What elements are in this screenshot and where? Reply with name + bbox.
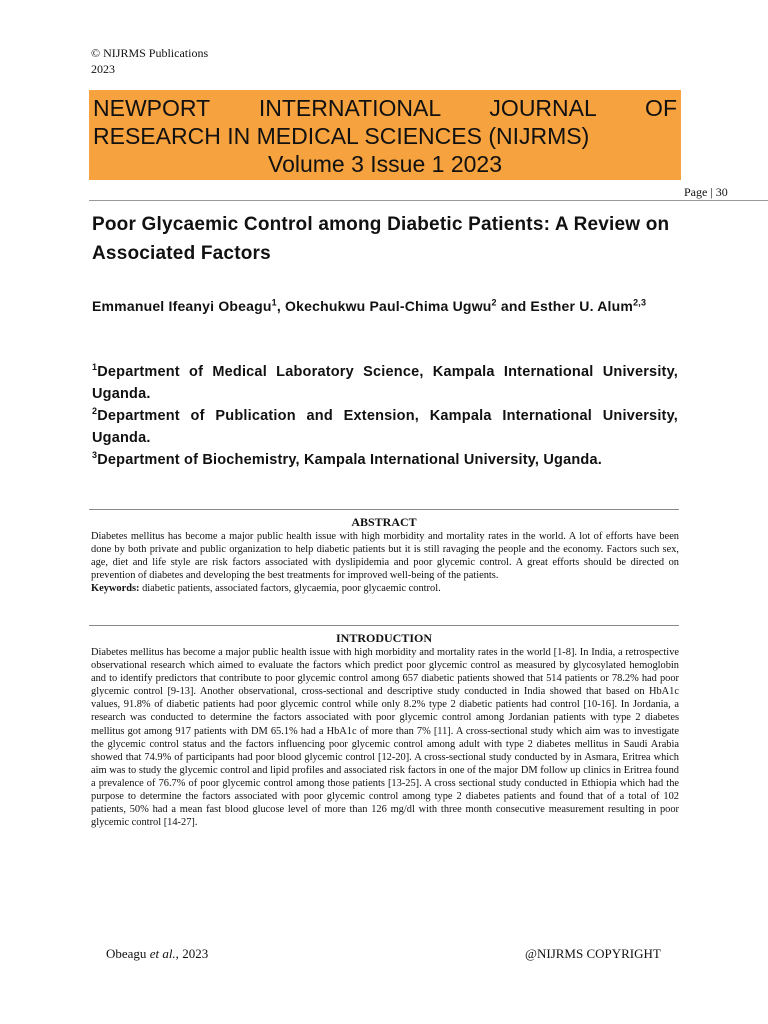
author-affiliation-mark: 2,3 [633, 297, 647, 308]
author-name: and Esther U. Alum [496, 298, 634, 314]
affiliation-item [92, 361, 678, 405]
page-divider [89, 200, 768, 201]
affiliation-text: Department of Publication and Extension, Kampala International University, Uganda. [92, 408, 678, 446]
footer-copyright: @NIJRMS COPYRIGHT [525, 946, 661, 961]
affiliation-mark: 1 [92, 362, 98, 373]
publisher-name: © NIJRMS Publications [91, 46, 209, 60]
affiliation-mark: 2 [92, 406, 98, 417]
footer-etal: et al., [149, 946, 179, 961]
keywords-label: Keywords: [91, 583, 140, 595]
abstract-top-rule [89, 509, 679, 510]
abstract-body [91, 530, 679, 595]
affiliation-item [92, 405, 678, 449]
journal-name-line1: NEWPORT INTERNATIONAL JOURNAL OF [93, 95, 677, 121]
introduction-heading: INTRODUCTION [335, 631, 432, 645]
affiliation-item [92, 449, 678, 471]
footer-year: 2023 [178, 946, 209, 961]
publisher-block [91, 45, 208, 77]
page-number: Page | 30 [684, 185, 728, 199]
journal-volume-issue: Volume 3 Issue 1 2023 [268, 151, 502, 177]
keywords-text: diabetic patients, associated factors, glycaemia, poor glycaemic control. [139, 583, 441, 595]
author-list [92, 295, 678, 317]
article-title: Poor Glycaemic Control among Diabetic Patients: A Review on Associated Factors [92, 214, 670, 264]
footer-citation [106, 946, 208, 962]
introduction-top-rule [89, 625, 679, 626]
author-affiliation-mark: 2 [491, 297, 497, 308]
affiliation-text: Department of Medical Laboratory Science, Kampala International University, Uganda. [92, 364, 678, 402]
author-affiliation-mark: 1 [271, 297, 277, 308]
affiliation-list [92, 361, 678, 471]
affiliation-text: Department of Biochemistry, Kampala International University, Uganda. [97, 452, 602, 468]
author-name: , Okechukwu Paul-Chima Ugwu [276, 298, 492, 314]
publisher-year: 2023 [91, 62, 115, 76]
author-name: Emmanuel Ifeanyi Obeagu [92, 298, 272, 314]
footer-author: Obeagu [106, 946, 147, 961]
abstract-heading: ABSTRACT [351, 515, 417, 529]
introduction-body: Diabetes mellitus has become a major public health issue with high morbidity and mortality rates in the world [1-8]. In India, a retrospective observational research which aimed to evaluate the factors which predict poor glycemic control as measured by glycosylated hemoglobin and to identify predictors that contribute to poor glycemic control among 657 diabetic patients showed that 514 patients or 78.2% had poor glycemic control [9-13]. Another observational, cross-sectional and descriptive study conducted in India showed that based on HbA1c values, 91.8% of diabetic patients had poor glycemic control while only 8.2% type 2 diabetic patients had control [10-16]. In Jordania, a research was conducted to determine the factors associated with poor glycemic control among Jordanian patients with type 2 diabetes mellitus got among 917 patients with DM 65.1% had a HbA1c of more than 7% [11]. A cross-sectional study which aim was to investigate the glycemic control status and the factors influencing poor glycemic control among adult with type 2 diabetes mellitus in Saudi Arabia showed that 74.9% of participants had poor blood glycemic control [12-20]. A cross-sectional study conducted by in Asmara, Eritrea which aim was to study the glycemic control and lipid profiles and associated risk factors in one of the major DM follow up clinics in Eritrea found a prevalence of 76.7% of poor glycemic control among those patients [13-25]. A cross sectional study conducted in Ethiopia which had the purpose to determine the factors associated with poor glycemic control among type 2 diabetes patients and found that of a total of 102 patients, 50% had a mean fast blood glucose level of more than 126 mg/dl with three month consecutive measurement resulting in poor glycemic control [14-27]. [91, 647, 679, 829]
abstract-text: Diabetes mellitus has become a major public health issue with high morbidity and mortality rates in the world. A lot of efforts have been done by both private and public organization to help diabetic patients but it is still ravaging the people and the economy. Factors such sex, age, diet and life style are risk factors associated with dyslipidemia and poor glycemic control. A great efforts should be directed on prevention of diabetes and developing the best treatments for improved well-being of the patients. [91, 531, 679, 582]
affiliation-mark: 3 [92, 450, 98, 461]
journal-name-line2: RESEARCH IN MEDICAL SCIENCES (NIJRMS) [93, 123, 590, 149]
journal-banner [89, 90, 681, 180]
